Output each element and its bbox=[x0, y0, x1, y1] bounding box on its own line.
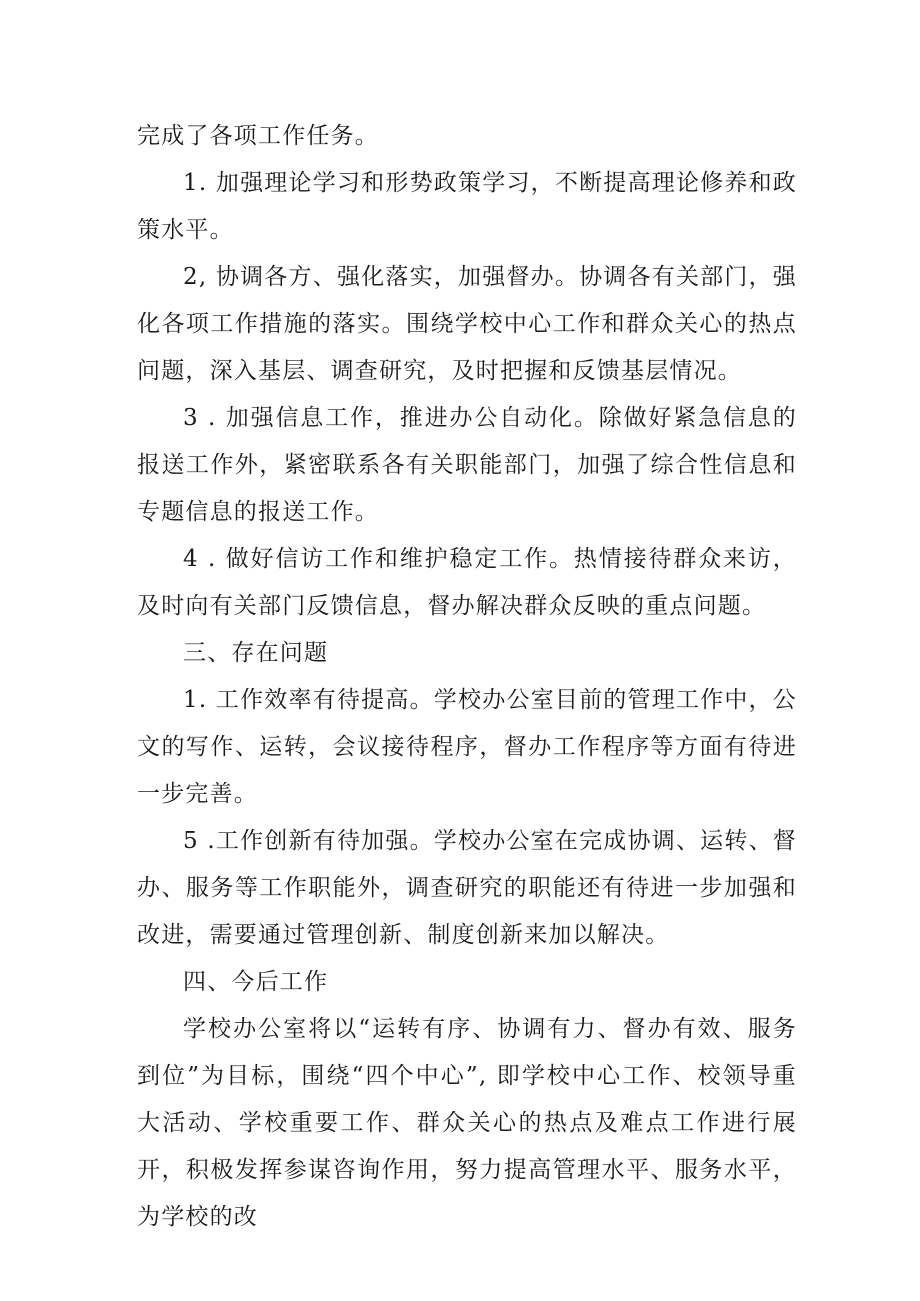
list-item-3-information-work: 3 . 加强信息工作，推进办公自动化。除做好紧急信息的报送工作外，紧密联系各有关职能部门，加强了综合性信息和专题信息的报送工作。 bbox=[137, 405, 797, 525]
list-item-2-coordination: 2, 协调各方、强化落实，加强督办。协调各有关部门，强化各项工作措施的落实。围绕学校中心工作和群众关心的热点问题，深入基层、调查研究，及时把握和反馈基层情况。 bbox=[137, 264, 797, 384]
list-item-4-petition-work: 4 . 做好信访工作和维护稳定工作。热情接待群众来访，及时向有关部门反馈信息，督办解决群众反映的重点问题。 bbox=[137, 546, 797, 619]
problem-item-5-innovation: 5 .工作创新有待加强。学校办公室在完成协调、运转、督办、服务等工作职能外，调查研究的职能还有待进一步加强和改进，需要通过管理创新、制度创新来加以解决。 bbox=[137, 828, 797, 948]
paragraph-continued: 完成了各项工作任务。 bbox=[137, 123, 379, 149]
list-item-1-theory-study: 1. 加强理论学习和形势政策学习，不断提高理论修养和政策水平。 bbox=[137, 170, 797, 243]
section-heading-future-work: 四、今后工作 bbox=[183, 969, 329, 995]
paragraph-future-work: 学校办公室将以“运转有序、协调有力、督办有效、服务到位”为目标，围绕“四个中心”, 即学校中心工作、校领导重大活动、学校重要工作、群众关心的热点及难点工作进行展开，积极发挥参谋咨询作用，努力提高管理水平、服务水平，为学校的改 bbox=[137, 1016, 797, 1230]
problem-item-1-efficiency: 1. 工作效率有待提高。学校办公室目前的管理工作中，公文的写作、运转，会议接待程序，督办工作程序等方面有待进一步完善。 bbox=[137, 687, 797, 807]
section-heading-problems: 三、存在问题 bbox=[183, 640, 329, 666]
document-body bbox=[137, 113, 797, 1241]
